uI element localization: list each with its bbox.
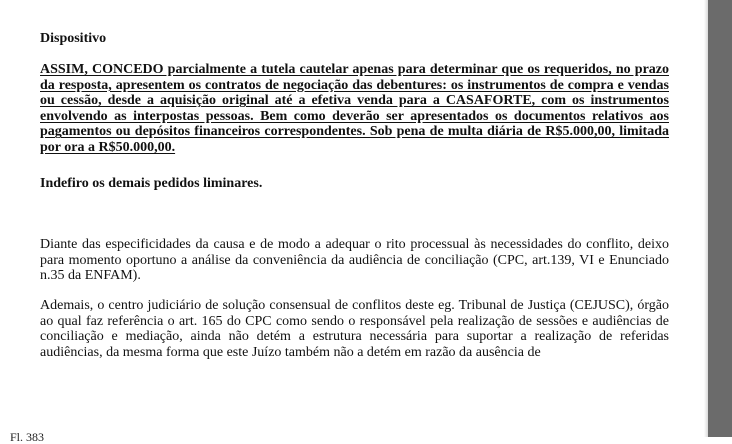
denied-requests-line: Indefiro os demais pedidos liminares. [40, 176, 263, 191]
page-footer-cut-text: Fl. 383 [10, 430, 45, 444]
body-paragraph-1: Diante das especificidades da causa e de modo a adequar o rito processual às necessidades do conflito, deixo para momento oportuno a análise da conveniência da audiência de conciliação (CPC, art.139, VI e Enunciado n.35 da ENFAM). [40, 237, 669, 284]
decision-paragraph: ASSIM, CONCEDO parcialmente a tutela cautelar apenas para determinar que os requeridos, no prazo da resposta, apresentem os contratos de negociação das debentures: os instrumentos de compra e vendas ou cessão, desde a aquisição original até a efetiva venda para a CASAFORTE, com os instrumentos envolvendo as interpostas pessoas. Bem como deverão ser apresentados os documentos relativos aos pagamentos ou depósitos financeiros correspondentes. Sob pena de multa diária de R$5.000,00, limitada por ora a R$50.000,00. [40, 62, 669, 155]
section-title: Dispositivo [40, 31, 107, 46]
vertical-scrollbar[interactable] [708, 0, 732, 437]
body-paragraph-2: Ademais, o centro judiciário de solução consensual de conflitos deste eg. Tribunal de Justiça (CEJUSC), órgão ao qual faz referência o art. 165 do CPC como sendo o responsável pela realização de sessões e audiências de conciliação e mediação, ainda não detém a estrutura necessária para suportar a realização de referidas audiências, da mesma forma que este Juízo também não a detém em razão da ausência de [40, 298, 669, 360]
